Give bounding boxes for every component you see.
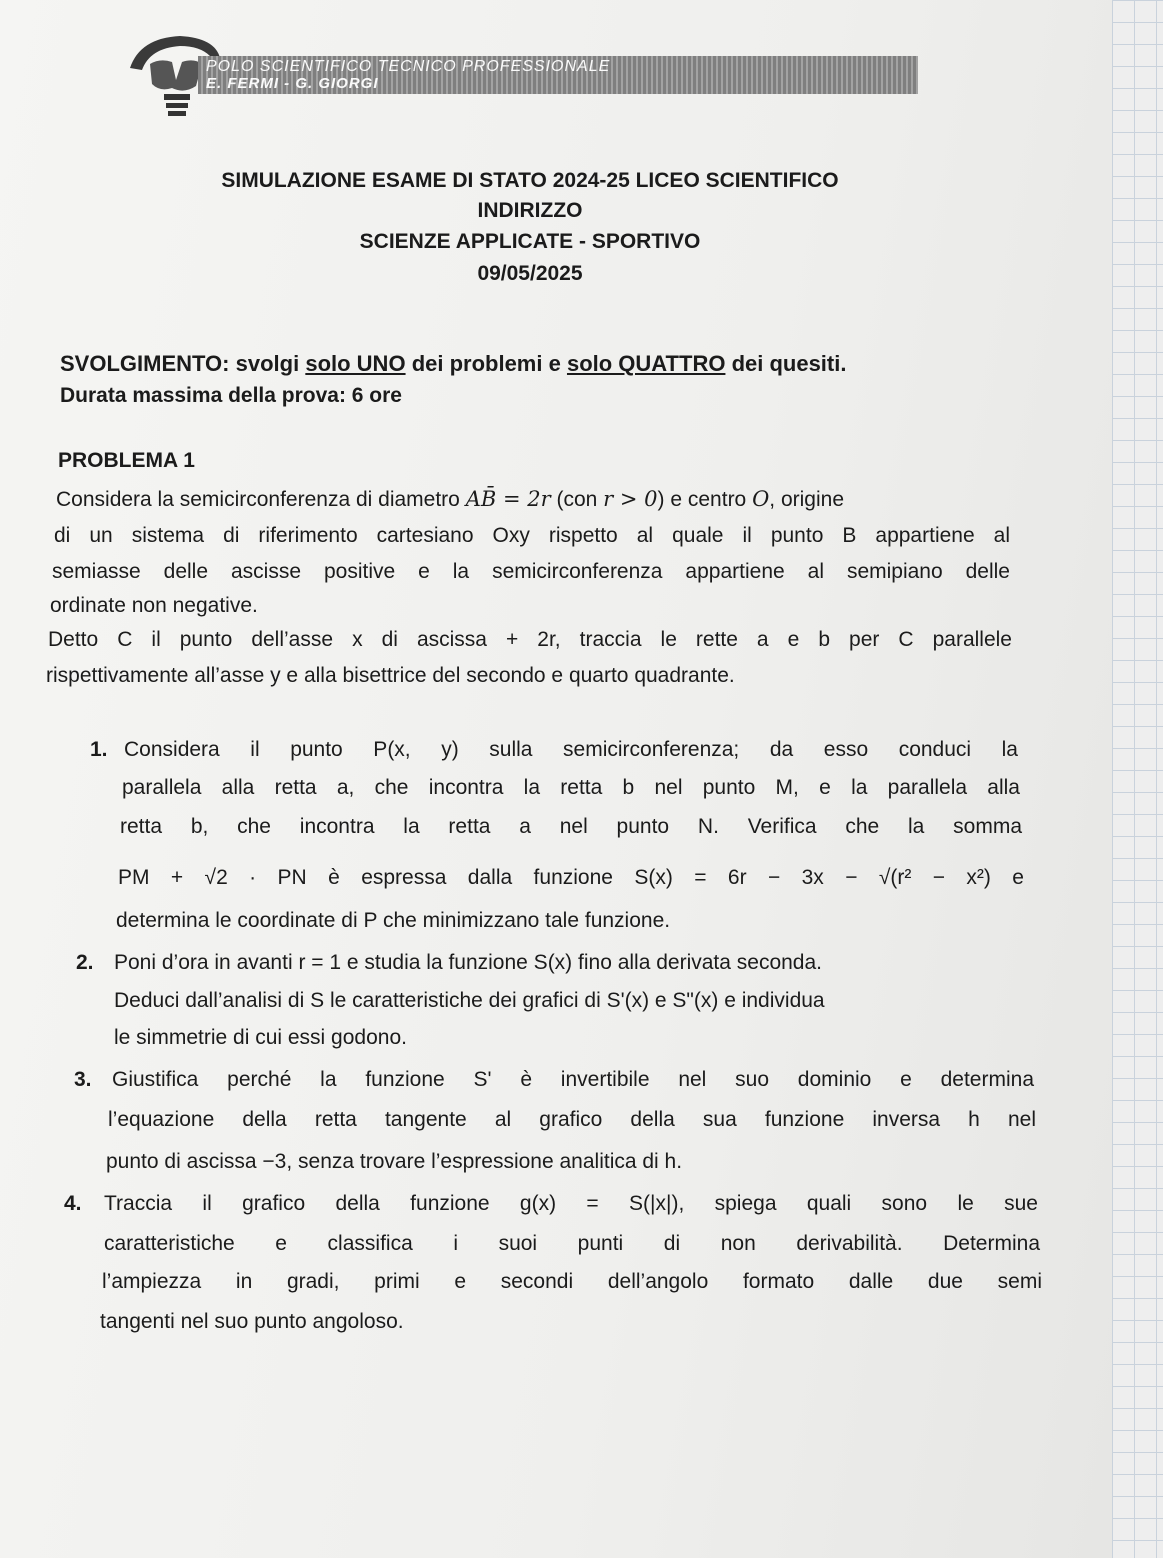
- item-4-line-1: Traccia il grafico della funzione g(x) = S(|x|), spiega quali sono le sue: [104, 1192, 1038, 1215]
- item-1-number: 1.: [90, 738, 108, 761]
- item-2-line-1: Poni d’ora in avanti r = 1 e studia la funzione S(x) fino alla derivata seconda.: [114, 951, 823, 974]
- item-1-line-1: Considera il punto P(x, y) sulla semicirconferenza; da esso conduci la: [124, 738, 1018, 761]
- item-2-line-3: le simmetrie di cui essi godono.: [114, 1026, 407, 1049]
- item-3-line-1: Giustifica perché la funzione S' è invertibile nel suo dominio e determina: [112, 1068, 1034, 1091]
- intro-line-5: Detto C il punto dell’asse x di ascissa + 2r, traccia le rette a e b per C parallele: [48, 628, 1012, 651]
- school-logo: [120, 28, 920, 128]
- exam-title: SIMULAZIONE ESAME DI STATO 2024-25 LICEO SCIENTIFICO: [221, 169, 839, 192]
- school-name: POLO SCIENTIFICO TECNICO PROFESSIONALE: [206, 58, 611, 75]
- intro-line-3: semiasse delle ascisse positive e la semicirconferenza appartiene al semipiano delle: [52, 560, 1010, 583]
- intro-line-1: Considera la semicirconferenza di diametro AB̄ = 2r (con r > 0) e centro O, origine: [56, 487, 845, 511]
- intro-line-4: ordinate non negative.: [50, 594, 258, 617]
- item-2-number: 2.: [76, 951, 94, 974]
- instructions-label: SVOLGIMENTO:: [60, 351, 230, 376]
- intro-line-6: rispettivamente all’asse y e alla bisettrice del secondo e quarto quadrante.: [46, 664, 735, 687]
- instructions-line: SVOLGIMENTO: svolgi solo UNO dei problemi e solo QUATTRO dei quesiti.: [60, 351, 847, 376]
- item-3-number: 3.: [74, 1068, 92, 1091]
- duration: Durata massima della prova: 6 ore: [60, 384, 402, 407]
- item-4-line-2: caratteristiche e classifica i suoi punti di non derivabilità. Determina: [104, 1232, 1040, 1255]
- item-1-line-3: retta b, che incontra la retta a nel punto N. Verifica che la somma: [120, 815, 1022, 838]
- item-3-line-2: l’equazione della retta tangente al grafico della sua funzione inversa h nel: [108, 1108, 1036, 1131]
- item-1-line-2: parallela alla retta a, che incontra la retta b nel punto M, e la parallela alla: [122, 776, 1020, 799]
- item-4-line-3: l’ampiezza in gradi, primi e secondi dell’angolo formato dalle due semi: [102, 1270, 1042, 1293]
- school-subname: E. FERMI - G. GIORGI: [206, 75, 379, 92]
- problem-title: PROBLEMA 1: [58, 449, 195, 472]
- exam-course: SCIENZE APPLICATE - SPORTIVO: [359, 230, 701, 253]
- solo-quattro: solo QUATTRO: [566, 351, 726, 376]
- item-4-number: 4.: [64, 1192, 82, 1215]
- item-4-line-4: tangenti nel suo punto angoloso.: [100, 1310, 404, 1333]
- solo-uno: solo UNO: [305, 351, 406, 376]
- grid-paper-background: [1112, 0, 1163, 1558]
- intro-line-2: di un sistema di riferimento cartesiano Oxy rispetto al quale il punto B appartiene al: [54, 524, 1010, 547]
- item-2-line-2: Deduci dall’analisi di S le caratteristiche dei grafici di S'(x) e S"(x) e individua: [114, 989, 825, 1012]
- item-1-line-4: PM + √2 · PN è espressa dalla funzione S(x) = 6r − 3x − √(r² − x²) e: [118, 866, 1024, 889]
- exam-indirizzo: INDIRIZZO: [477, 199, 583, 222]
- exam-date: 09/05/2025: [477, 262, 583, 285]
- item-3-line-3: punto di ascissa −3, senza trovare l’espressione analitica di h.: [106, 1150, 683, 1173]
- item-1-line-5: determina le coordinate di P che minimizzano tale funzione.: [116, 909, 671, 932]
